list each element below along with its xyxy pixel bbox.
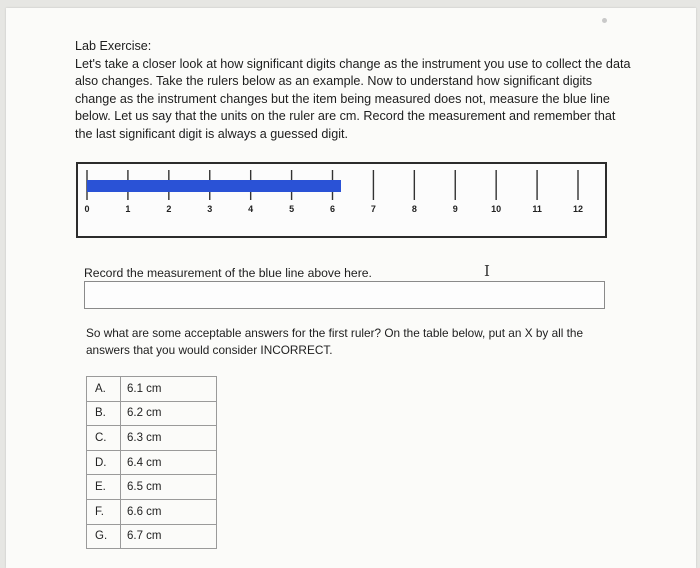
ruler-label: 0 xyxy=(84,204,90,214)
record-label: Record the measurement of the blue line above here. xyxy=(84,266,372,280)
answer-letter: B. xyxy=(87,401,121,426)
ruler-label: 4 xyxy=(248,204,254,214)
answer-row xyxy=(87,450,217,475)
answer-value[interactable]: 6.3 cm xyxy=(121,426,217,451)
ruler-label: 8 xyxy=(411,204,417,214)
page-dot xyxy=(602,18,607,23)
ruler xyxy=(76,162,607,238)
answer-letter: C. xyxy=(87,426,121,451)
answer-letter: F. xyxy=(87,499,121,524)
ruler-label: 5 xyxy=(289,204,295,214)
answer-value[interactable]: 6.7 cm xyxy=(121,524,217,549)
text-cursor-icon: I xyxy=(484,262,490,280)
question-text: So what are some acceptable answers for the first ruler? On the table below, put an X by all the answers that you would consider INCORRECT. xyxy=(86,326,584,357)
answer-letter: E. xyxy=(87,475,121,500)
answer-row xyxy=(87,426,217,451)
ruler-label: 7 xyxy=(370,204,376,214)
ruler-label: 12 xyxy=(572,204,584,214)
ruler-label: 11 xyxy=(532,204,542,214)
answer-value[interactable]: 6.4 cm xyxy=(121,450,217,475)
exercise-heading: Lab Exercise: xyxy=(75,39,152,53)
ruler-label: 9 xyxy=(452,204,458,214)
instructions-text: Let's take a closer look at how significant digits change as the instrument you use to collect the data also changes. Take the rulers below as an example. Now to understand how significant digits change as the instrument changes but the item being measured does not, measure the blue line below. Let us say that the units on the ruler are cm. Record the measurement and remember that the last significant digit is always a guessed digit. xyxy=(75,56,631,141)
answers-table xyxy=(86,376,217,549)
answer-letter: A. xyxy=(87,377,121,402)
ruler-label: 3 xyxy=(207,204,213,214)
ruler-label: 1 xyxy=(125,204,131,214)
instructions-block xyxy=(75,38,635,143)
measurement-answer-box[interactable] xyxy=(84,281,605,309)
ruler-label: 10 xyxy=(491,204,502,214)
answer-row xyxy=(87,401,217,426)
answer-letter: G. xyxy=(87,524,121,549)
answer-row xyxy=(87,377,217,402)
ruler-scale xyxy=(78,164,605,236)
answer-value[interactable]: 6.5 cm xyxy=(121,475,217,500)
answer-row xyxy=(87,499,217,524)
answer-value[interactable]: 6.6 cm xyxy=(121,499,217,524)
answer-value[interactable]: 6.2 cm xyxy=(121,401,217,426)
answer-value[interactable]: 6.1 cm xyxy=(121,377,217,402)
ruler-label: 2 xyxy=(166,204,172,214)
answer-row xyxy=(87,524,217,549)
answer-letter: D. xyxy=(87,450,121,475)
ruler-label: 6 xyxy=(329,204,336,214)
answer-row xyxy=(87,475,217,500)
blue-line xyxy=(87,180,341,192)
